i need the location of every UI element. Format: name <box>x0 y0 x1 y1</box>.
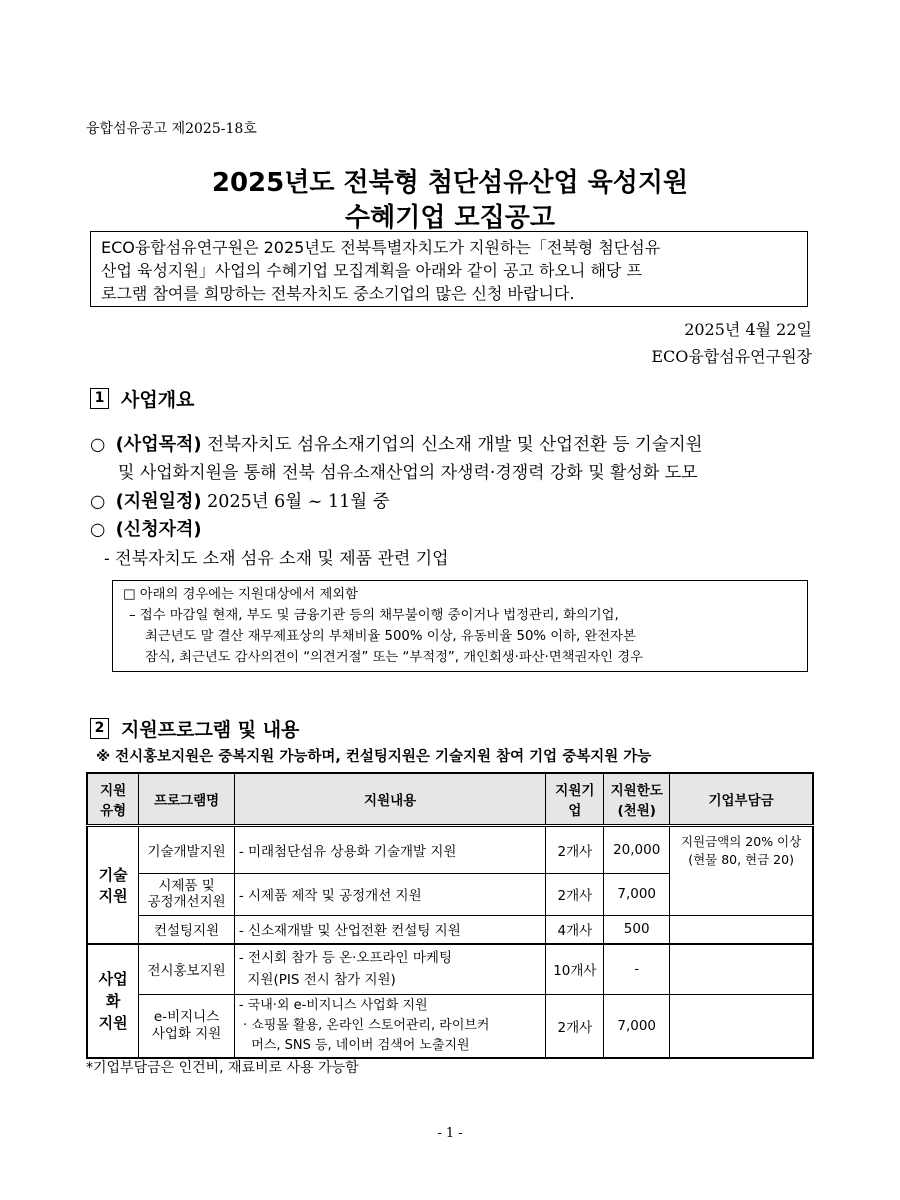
section2-title: 지원프로그램 및 내용 <box>121 719 300 741</box>
exclusion-line: 최근년도 말 결산 재무제표상의 부채비율 500% 이상, 유동비율 50% 이하, 완전자본 <box>145 629 636 644</box>
table-row <box>87 825 813 873</box>
purpose-bullet: ○ (사업목적) 전북자치도 섬유소재기업의 신소재 개발 및 산업전환 등 기술지원 <box>90 434 703 455</box>
program-table <box>86 772 814 1059</box>
program-cell: 시제품 및 공정개선지원 <box>139 873 235 915</box>
program-cell: 기술개발지원 <box>139 825 235 873</box>
companies-cell: 2개사 <box>546 873 604 915</box>
burden-cell <box>670 873 813 915</box>
page-title-line1: 2025년도 전북형 첨단섬유산업 육성지원 <box>211 168 689 198</box>
organization-head: ECO융합섬유연구원장 <box>651 347 812 366</box>
program-cell: 전시홍보지원 <box>139 944 235 994</box>
page-title-line2: 수혜기업 모집공고 <box>345 203 555 233</box>
burden-cell: 지원금액의 20% 이상 (현물 80, 현금 20) <box>670 825 813 873</box>
section1-number: 1 <box>90 388 109 409</box>
limit-cell: 7,000 <box>604 873 670 915</box>
limit-cell: 20,000 <box>604 825 670 873</box>
exclusion-box <box>112 580 808 672</box>
eligibility-label: (신청자격) <box>115 519 202 540</box>
companies-cell: 2개사 <box>546 825 604 873</box>
table-row <box>87 944 813 994</box>
burden-cell <box>670 944 813 994</box>
exclusion-line: 잠식, 최근년도 감사의견이 “의견거절” 또는 “부적정”, 개인회생·파산·면책권자인 경우 <box>145 650 643 665</box>
intro-line: 로그램 참여를 희망하는 전북자치도 중소기업의 많은 신청 바랍니다. <box>101 284 575 303</box>
section1-heading <box>90 385 194 412</box>
eligibility-bullet: ○ (신청자격) <box>90 519 202 540</box>
limit-cell: 7,000 <box>604 994 670 1058</box>
content-cell: - 미래첨단섬유 상용화 기술개발 지원 <box>234 825 546 873</box>
announcement-date: 2025년 4월 22일 <box>684 320 812 339</box>
companies-cell: 2개사 <box>546 994 604 1058</box>
program-cell: e-비지니스 사업화 지원 <box>139 994 235 1058</box>
purpose-continuation: 및 사업화지원을 통해 전북 섬유소재산업의 자생력·경쟁력 강화 및 활성화 도모 <box>118 463 698 483</box>
category-biz: 사업 화 지원 <box>87 944 139 1058</box>
header-content: 지원내용 <box>234 773 546 825</box>
intro-box <box>90 231 808 307</box>
header-companies: 지원기업 <box>546 773 604 825</box>
section1-title: 사업개요 <box>121 389 195 411</box>
limit-cell: 500 <box>604 915 670 944</box>
intro-line: ECO융합섬유연구원은 2025년도 전북특별자치도가 지원하는「전북형 첨단섬유 <box>101 238 661 257</box>
category-tech: 기술 지원 <box>87 825 139 944</box>
document-number: 융합섬유공고 제2025-18호 <box>86 121 257 137</box>
schedule-text: 2025년 6월 ~ 11월 중 <box>207 492 390 512</box>
program-cell: 컨설팅지원 <box>139 915 235 944</box>
section2-number: 2 <box>90 718 109 739</box>
header-limit: 지원한도 (천원) <box>604 773 670 825</box>
header-type: 지원 유형 <box>87 773 139 825</box>
header-burden: 기업부담금 <box>670 773 813 825</box>
section2-note: ※ 전시홍보지원은 중복지원 가능하며, 컨설팅지원은 기술지원 참여 기업 중복지원 가능 <box>96 749 652 765</box>
intro-line: 산업 육성지원」사업의 수혜기업 모집계획을 아래와 같이 공고 하오니 해당 프 <box>101 261 642 280</box>
table-row <box>87 915 813 944</box>
eligibility-item: - 전북자치도 소재 섬유 소재 및 제품 관련 기업 <box>104 549 449 569</box>
table-row <box>87 994 813 1058</box>
page-number: - 1 - <box>437 1126 463 1141</box>
section2-heading <box>90 715 299 742</box>
purpose-text: 전북자치도 섬유소재기업의 신소재 개발 및 산업전환 등 기술지원 <box>207 435 703 455</box>
schedule-bullet: ○ (지원일정) 2025년 6월 ~ 11월 중 <box>90 491 390 512</box>
companies-cell: 4개사 <box>546 915 604 944</box>
content-cell: - 전시회 참가 등 온·오프라인 마케팅 지원(PIS 전시 참가 지원) <box>234 944 546 994</box>
limit-cell: - <box>604 944 670 994</box>
exclusion-line: – 접수 마감일 현재, 부도 및 금융기관 등의 채무불이행 중이거나 법정관리, 화의기업, <box>129 608 619 623</box>
schedule-label: (지원일정) <box>115 491 202 512</box>
footnote: *기업부담금은 인건비, 재료비로 사용 가능함 <box>86 1060 359 1076</box>
content-cell: - 시제품 제작 및 공정개선 지원 <box>234 873 546 915</box>
companies-cell: 10개사 <box>546 944 604 994</box>
purpose-label: (사업목적) <box>115 434 202 455</box>
header-program: 프로그램명 <box>139 773 235 825</box>
content-cell: - 신소재개발 및 산업전환 컨설팅 지원 <box>234 915 546 944</box>
content-cell: - 국내·외 e-비지니스 사업화 지원 · 쇼핑몰 활용, 온라인 스토어관리, 라이브커 머스, SNS 등, 네이버 검색어 노출지원 <box>234 994 546 1058</box>
exclusion-heading: □ 아래의 경우에는 지원대상에서 제외함 <box>123 587 358 602</box>
burden-cell <box>670 994 813 1058</box>
table-header-row <box>87 773 813 825</box>
burden-cell <box>670 915 813 944</box>
table-row <box>87 873 813 915</box>
